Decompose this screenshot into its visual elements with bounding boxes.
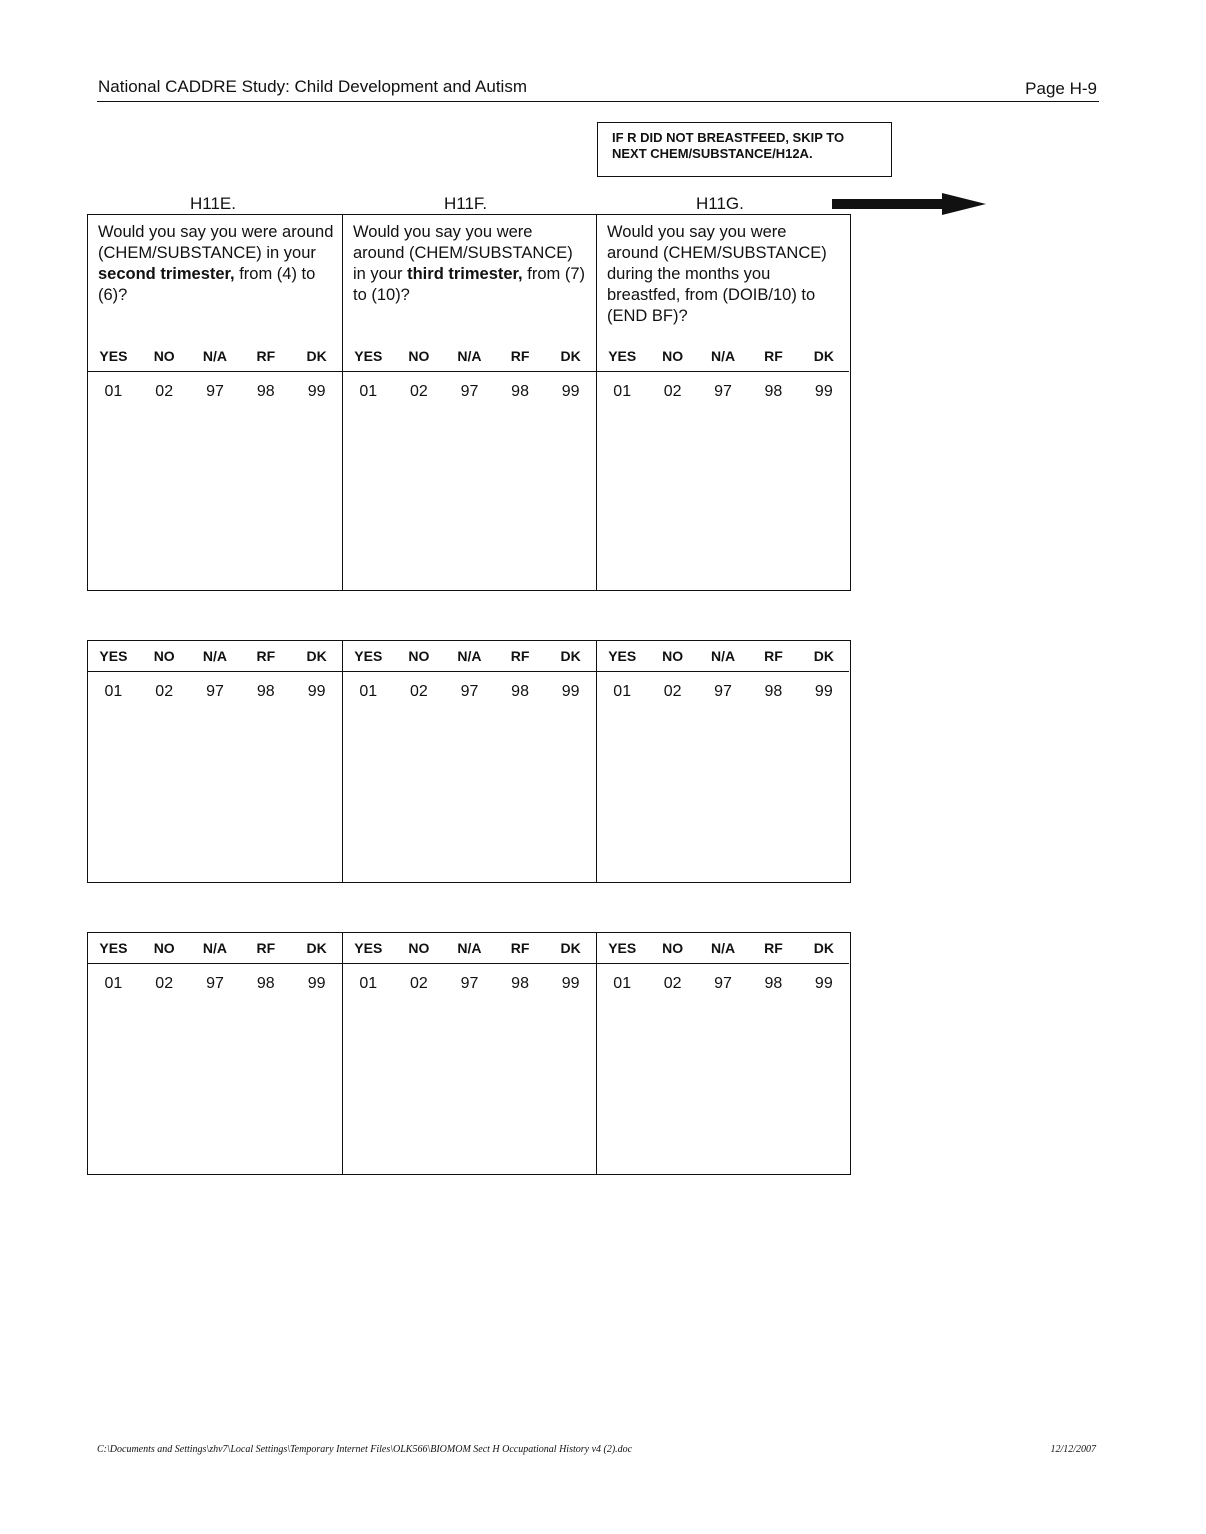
footer-date: 12/12/2007 [1050,1444,1096,1455]
code-dk: 99 [561,383,580,400]
header-rf: RF [764,348,783,364]
response-code-row[interactable] [597,678,849,706]
skip-instruction-box [597,122,892,177]
code-no: 02 [155,683,174,700]
code-no: 02 [409,383,428,400]
code-yes: 01 [359,683,378,700]
header-no: NO [408,940,430,956]
header-yes: YES [99,348,128,364]
code-dk: 99 [307,975,326,992]
code-yes: 01 [613,975,632,992]
header-na: N/A [710,348,736,364]
code-dk: 99 [814,383,833,400]
header-rf: RF [256,940,276,956]
code-na: 97 [460,683,479,700]
response-code-row[interactable] [343,970,596,998]
header-yes: YES [99,940,128,956]
header-no: NO [662,348,684,364]
header-dk: DK [306,940,327,956]
code-dk: 99 [814,975,833,992]
header-rf: RF [510,648,530,664]
header-yes: YES [354,940,383,956]
header-yes: YES [99,648,128,664]
study-title: National CADDRE Study: Child Development and Autism [98,77,527,96]
response-header-row [597,641,849,672]
header-na: N/A [710,940,736,956]
question-id-h11e: H11E. [190,194,236,213]
code-dk: 99 [561,975,580,992]
skip-instruction-line-2: NEXT CHEM/SUBSTANCE/H12A. [612,146,813,161]
header-dk: DK [560,348,581,364]
header-na: N/A [710,648,736,664]
header-dk: DK [560,648,581,664]
header-no: NO [153,348,175,364]
code-no: 02 [663,383,682,400]
code-yes: 01 [104,383,123,400]
page-number: Page H-9 [1025,79,1097,98]
column-h11g [596,641,849,882]
response-header-row [343,933,596,964]
header-na: N/A [457,348,482,364]
response-header-row [88,933,342,964]
code-no: 02 [409,683,428,700]
header-yes: YES [608,348,637,364]
header-na: N/A [202,648,228,664]
code-rf: 98 [511,383,529,400]
header-rf: RF [510,348,530,364]
header-no: NO [153,648,175,664]
code-rf: 98 [764,383,783,400]
question-id-h11f: H11F. [444,194,488,213]
code-no: 02 [663,683,682,700]
skip-instruction-line-1: IF R DID NOT BREASTFEED, SKIP TO [612,130,845,145]
code-rf: 98 [764,975,783,992]
column-h11f [342,215,596,590]
header-rf: RF [764,940,783,956]
response-header-row [343,641,596,672]
response-code-row[interactable] [88,378,342,406]
code-dk: 99 [814,683,833,700]
code-yes: 01 [359,975,378,992]
header-no: NO [662,648,684,664]
response-header-row [597,341,849,372]
code-na: 97 [206,383,224,400]
code-na: 97 [714,383,732,400]
header-dk: DK [813,648,834,664]
response-code-row[interactable] [343,378,596,406]
code-no: 02 [155,975,174,992]
response-header-row [343,341,596,372]
header-rf: RF [764,648,783,664]
header-yes: YES [354,348,383,364]
code-rf: 98 [511,975,529,992]
response-grid-2 [87,640,851,883]
code-no: 02 [409,975,428,992]
code-rf: 98 [511,683,529,700]
response-header-row [597,933,849,964]
code-dk: 99 [307,683,326,700]
header-rf: RF [256,348,276,364]
column-h11f [342,933,596,1174]
code-na: 97 [460,975,479,992]
response-code-row[interactable] [597,378,849,406]
response-header-row [88,341,342,372]
header-yes: YES [608,940,637,956]
code-dk: 99 [307,383,326,400]
column-h11e [88,215,342,590]
header-no: NO [408,348,430,364]
header-na: N/A [202,940,228,956]
header-no: NO [662,940,684,956]
header-no: NO [153,940,175,956]
column-h11g [596,933,849,1174]
response-code-row[interactable] [88,970,342,998]
code-na: 97 [460,383,479,400]
header-yes: YES [608,648,637,664]
header-dk: DK [813,348,834,364]
header-dk: DK [306,348,327,364]
right-arrow-icon [832,193,986,215]
header-rf: RF [256,648,276,664]
header-dk: DK [813,940,834,956]
footer-file-path: C:\Documents and Settings\zhv7\Local Settings\Temporary Internet Files\OLK566\BIOMOM Sect H Occupational History v4 (2).doc [97,1444,633,1455]
column-h11e [88,933,342,1174]
page-header [97,76,1099,102]
code-yes: 01 [359,383,378,400]
code-yes: 01 [613,383,632,400]
column-h11e [88,641,342,882]
header-na: N/A [457,648,482,664]
code-rf: 98 [256,975,275,992]
code-rf: 98 [256,383,275,400]
header-na: N/A [202,348,228,364]
code-yes: 01 [613,683,632,700]
code-yes: 01 [104,683,123,700]
question-text-h11g: Would you say you were around (CHEM/SUBSTANCE) during the months you breastfed, from (DOIB/10) to (END BF)? [607,223,827,325]
code-rf: 98 [764,683,783,700]
question-text-h11e: Would you say you were around (CHEM/SUBSTANCE) in your second trimester, from (4) to (6)? [98,223,334,304]
header-no: NO [408,648,430,664]
question-text-h11f: Would you say you were around (CHEM/SUBSTANCE) in your third trimester, from (7) to (10)? [353,223,585,304]
code-na: 97 [714,975,732,992]
code-na: 97 [206,975,224,992]
code-na: 97 [714,683,732,700]
code-no: 02 [155,383,174,400]
response-grid-1 [87,214,851,591]
code-rf: 98 [256,683,275,700]
response-code-row[interactable] [343,678,596,706]
code-no: 02 [663,975,682,992]
column-h11g [596,215,849,590]
header-dk: DK [560,940,581,956]
response-code-row[interactable] [88,678,342,706]
code-na: 97 [206,683,224,700]
column-h11f [342,641,596,882]
header-rf: RF [510,940,530,956]
code-dk: 99 [561,683,580,700]
response-header-row [88,641,342,672]
response-grid-3 [87,932,851,1175]
header-na: N/A [457,940,482,956]
code-yes: 01 [104,975,123,992]
response-code-row[interactable] [597,970,849,998]
question-id-h11g: H11G. [696,194,744,213]
header-yes: YES [354,648,383,664]
header-dk: DK [306,648,327,664]
